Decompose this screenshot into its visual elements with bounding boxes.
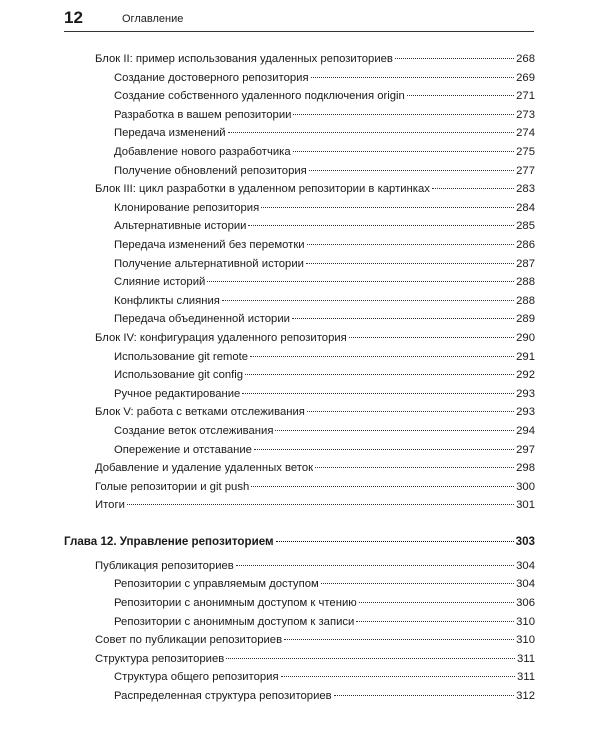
toc-entry-title: Итоги — [95, 499, 125, 512]
toc-entry-title: Разработка в вашем репозитории — [114, 108, 292, 121]
dot-leader — [359, 602, 514, 603]
toc-entry-page: 304 — [516, 559, 535, 572]
toc-entry-page: 273 — [516, 108, 535, 121]
dot-leader — [309, 170, 514, 171]
dot-leader — [307, 244, 515, 245]
toc-entry-title: Передача изменений — [114, 127, 226, 140]
toc-entry — [95, 633, 535, 648]
toc-entry — [114, 145, 535, 160]
toc-entry-title: Блок II: пример использования удаленных репозиториев — [95, 53, 393, 65]
dot-leader — [321, 583, 514, 584]
toc-entry-title: Альтернативные истории — [114, 220, 247, 233]
dot-leader — [432, 188, 514, 189]
toc-entry-title: Создание собственного удаленного подключения origin — [114, 90, 405, 103]
toc-entry — [95, 52, 535, 67]
dot-leader — [245, 374, 514, 375]
toc-entry-title: Добавление и удаление удаленных веток — [95, 462, 314, 475]
toc-entry-title: Голые репозитории и git push — [95, 480, 250, 493]
toc-entry — [114, 443, 535, 458]
toc-entry-page: 277 — [516, 164, 535, 177]
toc-entry-page: 284 — [516, 201, 535, 214]
toc-entry-title: Блок IV: конфигурация удаленного репозитория — [95, 332, 347, 344]
toc-entry-page: 293 — [516, 406, 535, 419]
toc-entry-title: Ручное редактирование — [114, 387, 241, 400]
toc-entry-page: 310 — [516, 634, 535, 647]
toc-entry-page: 294 — [516, 425, 535, 437]
toc-entry — [114, 71, 535, 86]
toc-entry — [95, 652, 535, 667]
toc-entry — [114, 108, 535, 123]
toc-entry-title: Блок V: работа с ветками отслеживания — [95, 406, 305, 419]
toc-entry-title: Структура репозиториев — [95, 652, 225, 665]
toc-entry — [114, 126, 535, 141]
dot-leader — [275, 430, 514, 431]
toc-entry-page: 303 — [515, 534, 535, 548]
dot-leader — [284, 639, 514, 640]
toc-entry-page: 290 — [516, 332, 535, 344]
toc-entry — [114, 424, 535, 439]
toc-entry-title: Использование git config — [114, 369, 244, 382]
dot-leader — [334, 695, 514, 696]
toc-entry-page: 298 — [516, 462, 535, 475]
toc-entry-title: Получение альтернативной истории — [114, 257, 304, 270]
toc-entry-page: 271 — [516, 90, 535, 103]
toc-entry — [114, 670, 535, 685]
dot-leader — [248, 225, 514, 226]
dot-leader — [307, 411, 514, 412]
toc-entry — [114, 577, 535, 592]
toc-entry-title: Слияние историй — [114, 276, 206, 289]
toc-entry — [114, 312, 535, 327]
toc-entry-page: 306 — [516, 597, 535, 610]
toc-entry-page: 289 — [516, 313, 535, 326]
toc-entry-title: Клонирование репозитория — [114, 201, 260, 214]
dot-leader — [315, 467, 514, 468]
toc-entry — [95, 498, 535, 513]
toc-entry — [114, 350, 535, 365]
running-head: Оглавление — [122, 13, 184, 25]
toc-entry-title: Передача изменений без перемотки — [114, 239, 305, 251]
toc-entry-page: 268 — [516, 53, 535, 65]
toc-entry-title: Создание достоверного репозитория — [114, 71, 309, 84]
toc-entry-page: 304 — [516, 578, 535, 591]
toc-entry — [95, 405, 535, 420]
toc-entry — [95, 461, 535, 476]
page-number: 12 — [64, 8, 83, 27]
toc-entry-title: Репозитории с управляемым доступом — [114, 578, 319, 591]
toc-entry — [95, 559, 535, 574]
toc-entry — [114, 238, 535, 253]
toc-entry-title: Опережение и отставание — [114, 443, 252, 456]
dot-leader — [250, 356, 514, 357]
toc-entry-page: 311 — [516, 652, 535, 665]
toc-entry-title: Распределенная структура репозиториев — [114, 690, 332, 703]
toc-entry-page: 292 — [516, 369, 535, 382]
toc-entry-page: 283 — [516, 183, 535, 196]
toc-entry-page: 288 — [516, 294, 535, 307]
toc-entry — [114, 689, 535, 704]
dot-leader — [356, 621, 514, 622]
toc-entry — [95, 331, 535, 346]
dot-leader — [127, 504, 514, 505]
toc-entry-page: 301 — [516, 499, 535, 512]
dot-leader — [293, 151, 514, 152]
toc-entry-page: 288 — [516, 276, 535, 289]
toc-entry-title: Конфликты слияния — [114, 294, 220, 307]
dot-leader — [226, 658, 515, 659]
toc-entry-page: 310 — [516, 615, 535, 628]
toc-entry-title: Глава 12. Управление репозиторием — [64, 534, 274, 548]
dot-leader — [311, 77, 515, 78]
dot-leader — [395, 58, 514, 59]
toc-entry-page: 286 — [516, 239, 535, 251]
dot-leader — [281, 676, 515, 677]
toc-entry-title: Блок III: цикл разработки в удаленном репозитории в картинках — [95, 183, 430, 196]
dot-leader — [293, 114, 514, 115]
dot-leader — [254, 449, 514, 450]
toc-entry — [114, 275, 535, 290]
toc-entry — [95, 182, 535, 197]
dot-leader — [236, 565, 514, 566]
toc-entry-page: 274 — [516, 127, 535, 140]
toc-entry-page: 293 — [516, 387, 535, 400]
toc-entry-title: Репозитории с анонимным доступом к записи — [114, 615, 355, 628]
toc-entry — [114, 294, 535, 309]
dot-leader — [207, 281, 514, 282]
toc-entry-page: 311 — [516, 671, 535, 684]
dot-leader — [407, 95, 514, 96]
toc-entry-page: 287 — [516, 257, 535, 270]
dot-leader — [261, 207, 514, 208]
toc-entry — [114, 387, 535, 402]
toc-entry — [114, 164, 535, 179]
toc-entry — [114, 89, 535, 104]
dot-leader — [276, 541, 514, 542]
toc-entry-title: Совет по публикации репозиториев — [95, 634, 283, 647]
toc-entry — [114, 368, 535, 383]
dot-leader — [228, 132, 515, 133]
toc-entry — [114, 615, 535, 630]
toc-entry-page: 297 — [516, 443, 535, 456]
toc-entry-page: 312 — [516, 690, 535, 703]
toc-entry-page: 275 — [516, 146, 535, 158]
toc-entry-page: 291 — [516, 350, 535, 363]
toc-entry — [114, 596, 535, 611]
toc-entry-page: 269 — [516, 71, 535, 84]
toc-entry-page: 300 — [516, 480, 535, 493]
dot-leader — [306, 263, 514, 264]
dot-leader — [251, 486, 514, 487]
toc-entry — [114, 201, 535, 216]
toc-chapter-entry — [64, 534, 535, 549]
dot-leader — [349, 337, 514, 338]
toc-entry — [114, 219, 535, 234]
toc-entry-title: Структура общего репозитория — [114, 671, 279, 684]
dot-leader — [242, 393, 514, 394]
toc-entry-title: Добавление нового разработчика — [114, 146, 291, 158]
toc-entry-title: Публикация репозиториев — [95, 559, 234, 572]
dot-leader — [292, 318, 514, 319]
toc-entry-title: Использование git remote — [114, 350, 249, 363]
toc-entry-title: Передача объединенной истории — [114, 313, 290, 326]
toc-entry — [114, 257, 535, 272]
dot-leader — [222, 300, 514, 301]
toc-entry-title: Репозитории с анонимным доступом к чтению — [114, 597, 357, 610]
toc-entry — [95, 480, 535, 495]
toc-entry-title: Создание веток отслеживания — [114, 425, 274, 437]
toc-entry-title: Получение обновлений репозитория — [114, 164, 307, 177]
toc-entry-page: 285 — [516, 220, 535, 233]
